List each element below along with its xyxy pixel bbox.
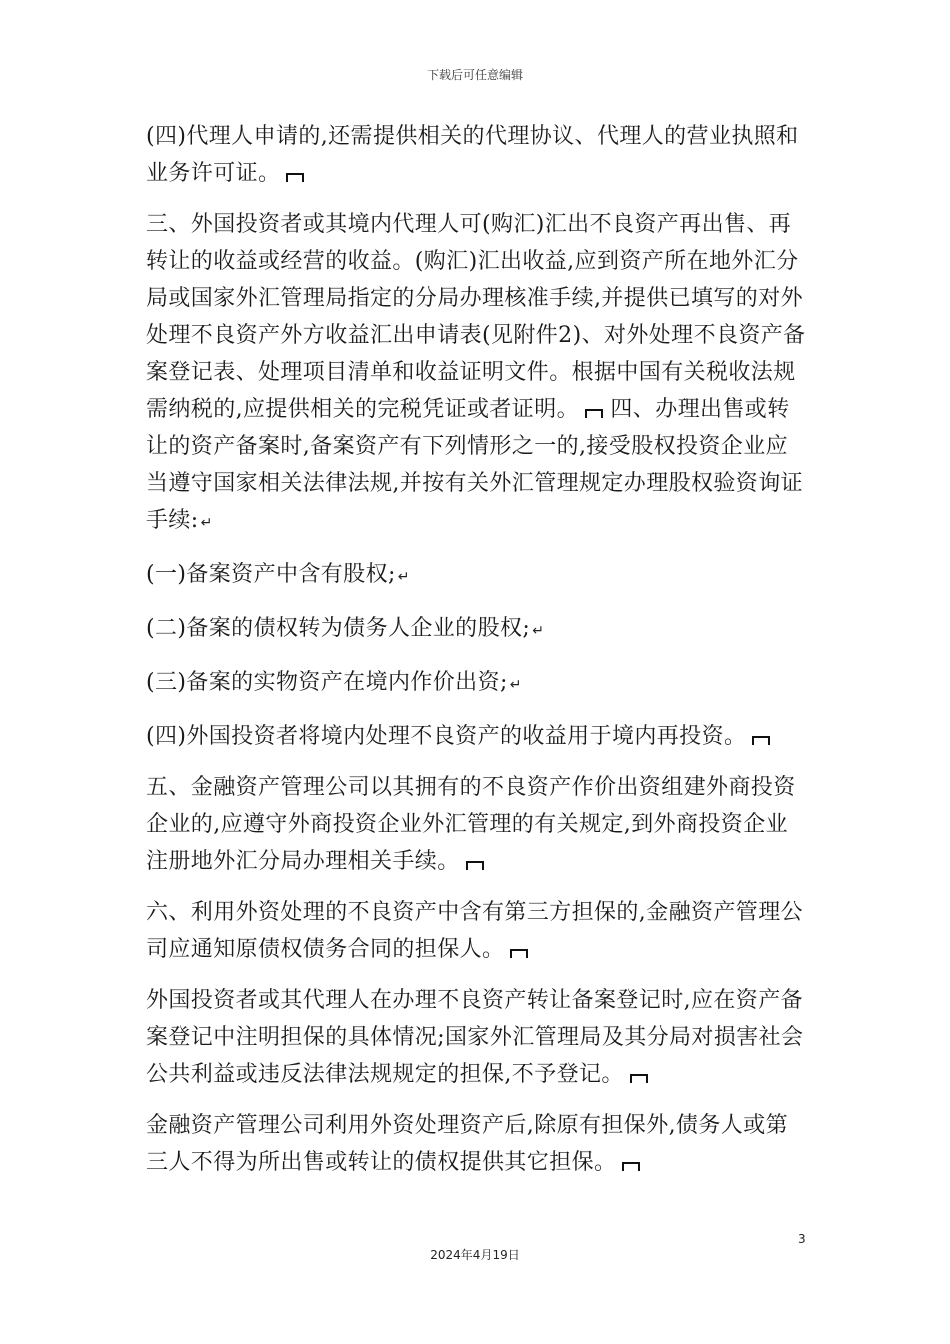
page-number: 3 — [798, 1232, 806, 1246]
document-body — [146, 118, 810, 1195]
paragraph-mark-icon — [752, 736, 770, 745]
paragraph-text: 六、利用外资处理的不良资产中含有第三方担保的,金融资产管理公司应通知原债权债务合同的担保人。 — [146, 900, 803, 962]
paragraph-mark-icon — [585, 409, 603, 418]
paragraph-text: 三、外国投资者或其境内代理人可(购汇)汇出不良资产再出售、再转让的收益或经营的收益。(购汇)汇出收益,应到资产所在地外汇分局或国家外汇管理局指定的分局办理核准手续,并提供已填写的对外处理不良资产外方收益汇出申请表(见附件2)、对外处理不良资产备案登记表、处理项目清单和收益证明文件。根据中国有关税收法规需纳税的,应提供相关的完税凭证或者证明。 — [146, 212, 806, 422]
paragraph-text: 五、金融资产管理公司以其拥有的不良资产作价出资组建外商投资企业的,应遵守外商投资企业外汇管理的有关规定,到外商投资企业注册地外汇分局办理相关手续。 — [146, 775, 796, 874]
paragraph — [146, 1107, 810, 1181]
paragraph — [146, 664, 810, 704]
header-note: 下载后可任意编辑 — [426, 68, 523, 82]
paragraph-text: (一)备案资产中含有股权; — [146, 562, 396, 587]
paragraph-mark-icon — [286, 173, 304, 182]
paragraph-mark-icon — [466, 861, 484, 870]
paragraph — [146, 556, 810, 596]
paragraph-text: (二)备案的债权转为债务人企业的股权; — [146, 616, 531, 641]
line-break-icon: ↵ — [200, 515, 213, 531]
paragraph-mark-icon — [510, 949, 528, 958]
line-break-icon: ↵ — [509, 677, 522, 693]
paragraph — [146, 610, 810, 650]
line-break-icon: ↵ — [397, 569, 410, 585]
paragraph — [146, 982, 810, 1093]
paragraph-text-tail: 四、办理出售或转让的资产备案时,备案资产有下列情形之一的,接受股权投资企业应当遵守国家相关法律法规,并按有关外汇管理规定办理股权验资询证手续: — [146, 397, 803, 533]
paragraph-mark-icon — [630, 1074, 648, 1083]
paragraph — [146, 769, 810, 880]
paragraph — [146, 118, 810, 192]
paragraph — [146, 206, 810, 542]
paragraph-text: (三)备案的实物资产在境内作价出资; — [146, 670, 508, 695]
paragraph-text: (四)代理人申请的,还需提供相关的代理协议、代理人的营业执照和业务许可证。 — [146, 124, 799, 186]
footer-date: 2024年4月19日 — [430, 1248, 520, 1262]
paragraph — [146, 894, 810, 968]
paragraph-text: 外国投资者或其代理人在办理不良资产转让备案登记时,应在资产备案登记中注明担保的具体情况;国家外汇管理局及其分局对损害社会公共利益或违反法律法规规定的担保,不予登记。 — [146, 988, 804, 1087]
line-break-icon: ↵ — [532, 623, 545, 639]
paragraph-text: 金融资产管理公司利用外资处理资产后,除原有担保外,债务人或第三人不得为所出售或转让的债权提供其它担保。 — [146, 1113, 788, 1175]
paragraph — [146, 718, 810, 755]
paragraph-mark-icon — [622, 1162, 640, 1171]
paragraph-text: (四)外国投资者将境内处理不良资产的收益用于境内再投资。 — [146, 724, 747, 749]
